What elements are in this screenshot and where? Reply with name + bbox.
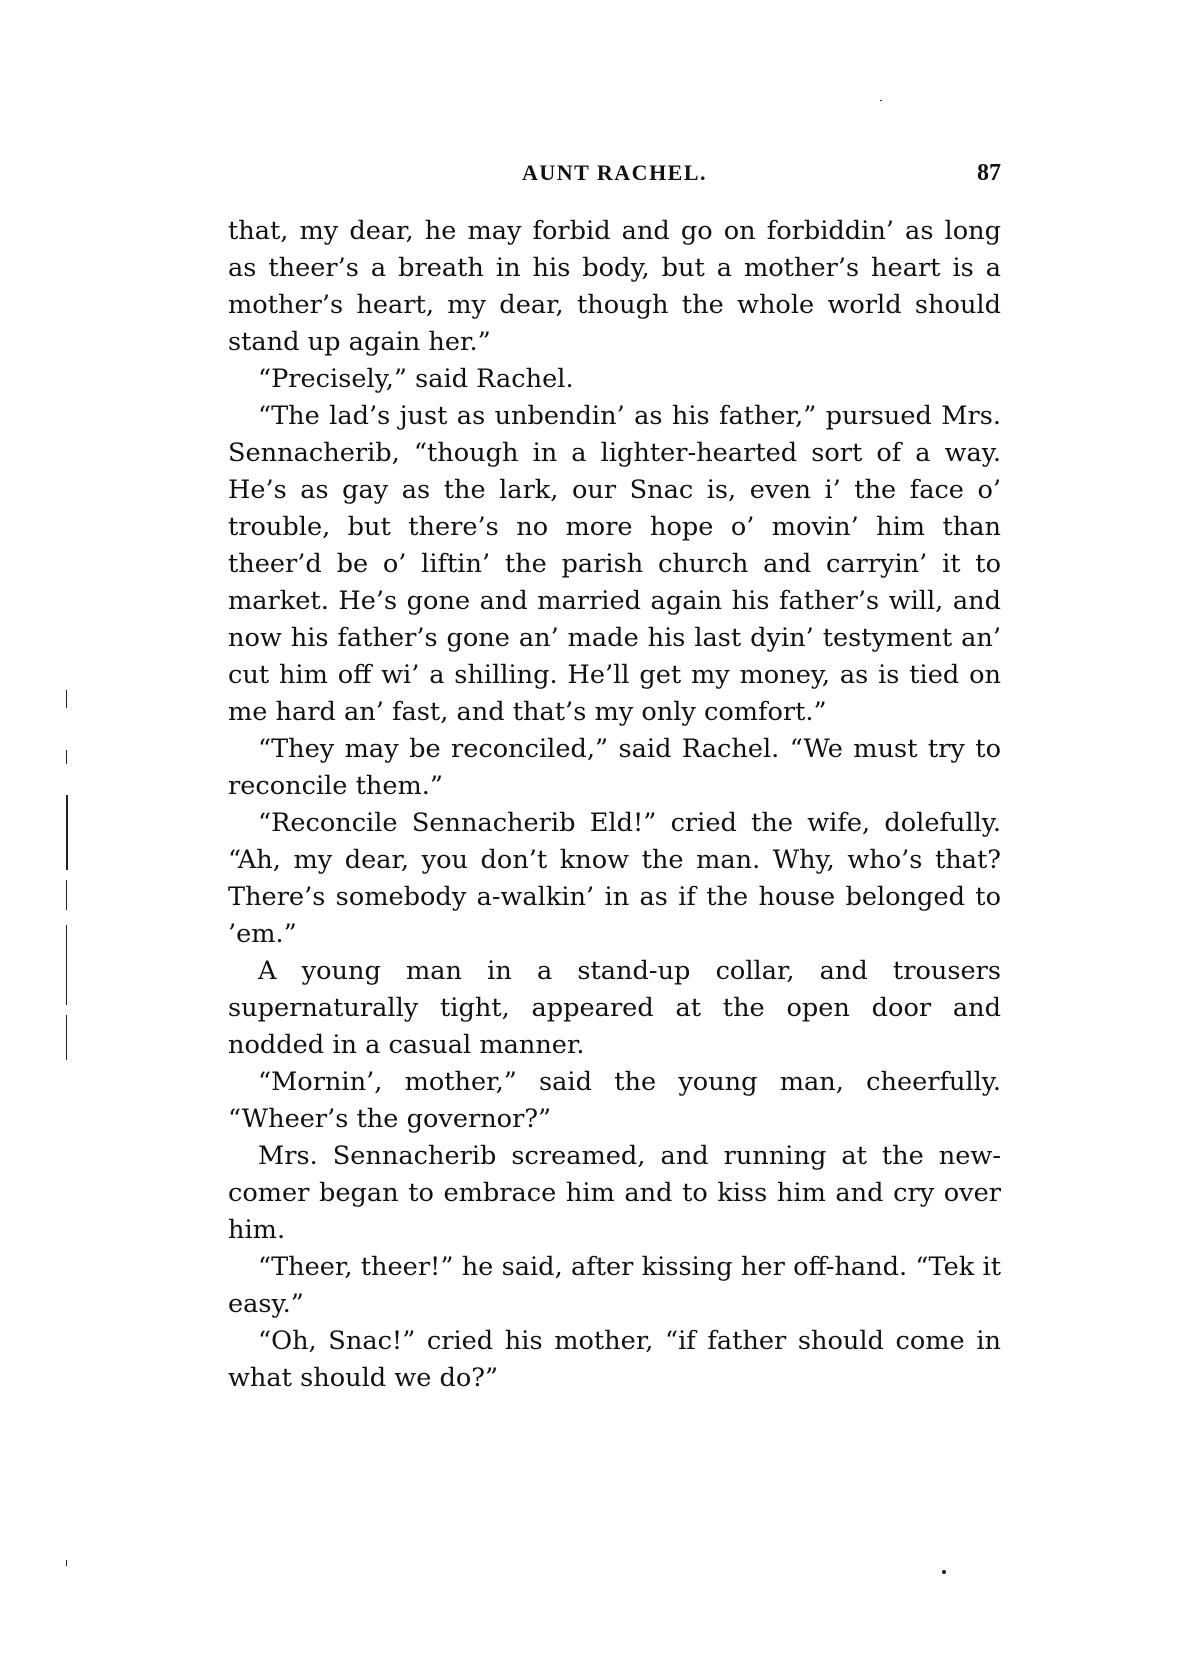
paragraph: “Theer, theer!” he said, after kissing her off-hand. “Tek it easy.”: [228, 1252, 1001, 1319]
running-title: AUNT RACHEL.: [521, 160, 708, 185]
scan-mark: [66, 1015, 67, 1060]
scan-mark: [66, 750, 67, 764]
paragraph: “They may be reconciled,” said Rachel. “We must try to reconcile them.”: [228, 734, 1001, 801]
paragraph: “Oh, Snac!” cried his mother, “if father should come in what should we do?”: [228, 1326, 1001, 1393]
paragraph: A young man in a stand-up collar, and trousers supernaturally tight, appeared at the open door and nodded in a casual manner.: [228, 956, 1001, 1060]
paragraph: “Mornin’, mother,” said the young man, cheerfully. “Wheer’s the governor?”: [228, 1067, 1001, 1134]
scan-mark: [880, 100, 882, 101]
scan-mark: [66, 880, 67, 910]
scan-mark: [66, 795, 68, 870]
paragraph: “The lad’s just as unbendin’ as his father,” pursued Mrs. Sennacherib, “though in a lighter-hearted sort of a way. He’s as gay as the lark, our Snac is, even i’ the face o’ trouble, but there’s no more hope o’ movin’ him than theer’d be o’ liftin’ the parish church and carryin’ it to market. He’s gone and married again his father’s will, and now his father’s gone an’ made his last dyin’ testyment an’ cut him off wi’ a shilling. He’ll get my money, as is tied on me hard an’ fast, and that’s my only comfort.”: [228, 401, 1001, 727]
scan-mark: [66, 690, 67, 708]
paragraph: “Precisely,” said Rachel.: [258, 364, 574, 394]
page-number: 87: [977, 160, 1001, 186]
paragraph: Mrs. Sennacherib screamed, and running at the new-comer began to embrace him and to kiss him and cry over him.: [228, 1141, 1001, 1245]
scan-mark: [66, 925, 67, 1005]
body-text: [228, 213, 1001, 1397]
scan-dot: [942, 1570, 946, 1574]
running-head: [228, 160, 1001, 194]
paragraph: that, my dear, he may forbid and go on forbiddin’ as long as theer’s a breath in his body, but a mother’s heart is a mother’s heart, my dear, though the whole world should stand up again her.”: [228, 216, 1001, 357]
scan-mark: [66, 1560, 67, 1566]
paragraph: “Reconcile Sennacherib Eld!” cried the wife, dolefully. “Ah, my dear, you don’t know the man. Why, who’s that? There’s somebody a-walkin’ in as if the house belonged to ’em.”: [228, 808, 1001, 949]
